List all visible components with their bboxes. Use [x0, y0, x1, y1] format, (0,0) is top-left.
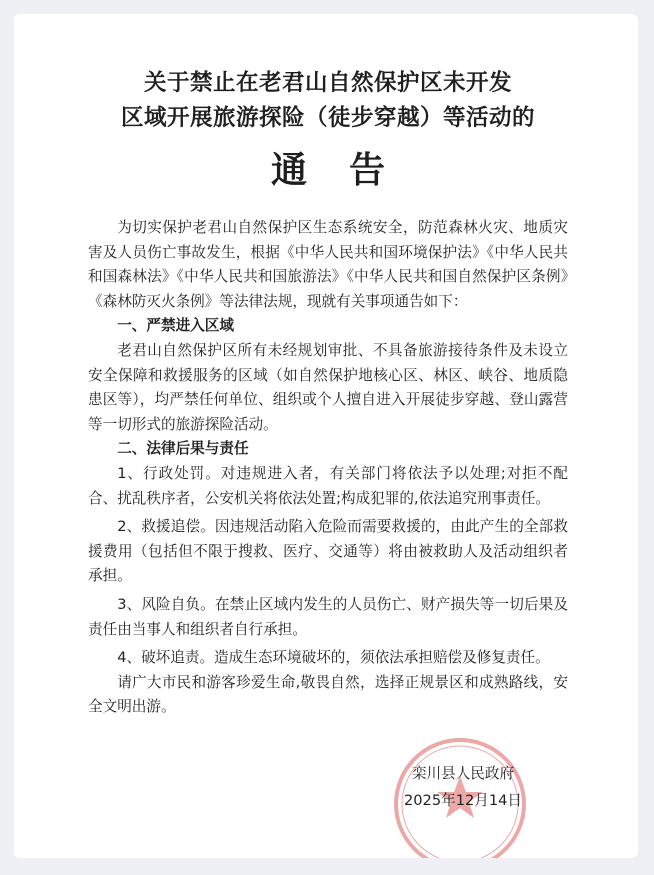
notice-subtitle: 通告 — [270, 149, 427, 191]
intro-paragraph: 为切实保护老君山自然保护区生态系统安全，防范森林火灾、地质灾害及人员伤亡事故发生，根据《中华人民共和国环境保护法》《中华人民共和国森林法》《中华人民共和国旅游法》《中华人民共和国自然保护区条例》《森林防灭火条例》等法律法规，现就有关事项通告如下： — [88, 219, 568, 310]
section-1-paragraph: 老君山自然保护区所有未经规划审批、不具备旅游接待条件及未设立安全保障和救援服务的区域（如自然保护地核心区、林区、峡谷、地质隐患区等），均严禁任何单位、组织或个人擅自进入开展徒步穿越、登山露营等一切形式的旅游探险活动。 — [88, 341, 568, 433]
issuer-name: 栾川县人民政府 — [411, 765, 515, 782]
section-1-heading: 一、严禁进入区域 — [117, 317, 234, 335]
issue-date: 2025年12月14日 — [403, 792, 523, 809]
notice-body — [88, 216, 568, 720]
closing-paragraph: 请广大市民和游客珍爱生命,敬畏自然，选择正规景区和成熟路线，安全文明出游。 — [88, 673, 568, 716]
title-line-2: 区域开展旅游探险（徒步穿越）等活动的 — [120, 105, 535, 131]
section-2-heading: 二、法律后果与责任 — [117, 440, 249, 458]
notice-title — [88, 66, 568, 136]
item-1-paragraph: 1、行政处罚。对违规进入者，有关部门将依法予以处理;对拒不配合、扰乱秩序者，公安机关将依法处置;构成犯罪的,依法追究刑事责任。 — [88, 464, 568, 507]
item-2-paragraph: 2、救援追偿。因违规活动陷入危险而需要救援的，由此产生的全部救援费用（包括但不限于搜救、医疗、交通等）将由被救助人及活动组织者承担。 — [88, 518, 568, 585]
notice-page — [14, 14, 638, 858]
signature-block — [378, 760, 548, 814]
item-4-paragraph: 4、破坏追责。造成生态环境破坏的，须依法承担赔偿及修复责任。 — [117, 649, 550, 667]
item-3-paragraph: 3、风险自负。在禁止区域内发生的人员伤亡、财产损失等一切后果及责任由当事人和组织者自行承担。 — [88, 595, 568, 638]
title-line-1: 关于禁止在老君山自然保护区未开发 — [143, 70, 512, 96]
